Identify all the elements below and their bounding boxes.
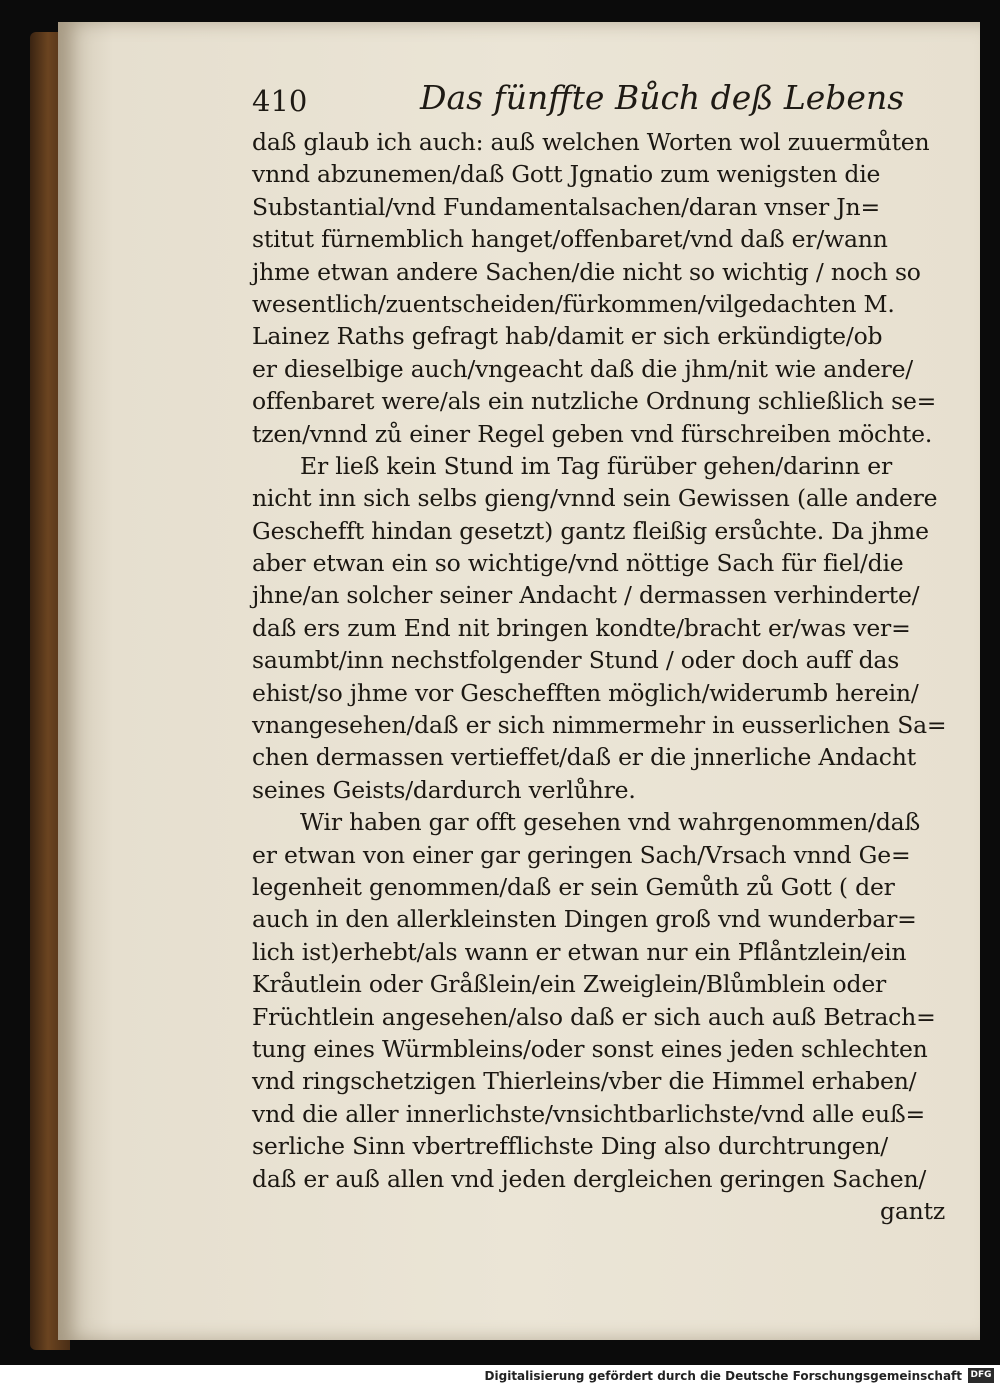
- page-number: 410: [252, 84, 308, 118]
- text-line: daß glaub ich auch: auß welchen Worten wol zuuermůten: [252, 128, 930, 156]
- text-line: Früchtlein angesehen/also daß er sich auch auß Betrach=: [252, 1002, 936, 1031]
- text-line: Geschefft hindan gesetzt) gantz fleißig ersůchte. Da jhme: [252, 516, 929, 545]
- footer-bar: [0, 1365, 1000, 1387]
- text-line: aber etwan ein so wichtige/vnd nöttige Sach für fiel/die: [252, 549, 904, 578]
- text-line: Substantial/vnd Fundamentalsachen/daran vnser Jn=: [252, 192, 880, 221]
- text-line: chen dermassen vertieffet/daß er die jnnerliche Andacht: [252, 743, 916, 772]
- text-line: vnd die aller innerlichste/vnsichtbarlichste/vnd alle euß=: [252, 1099, 925, 1128]
- text-line: jhme etwan andere Sachen/die nicht so wichtig / noch so: [252, 257, 921, 286]
- running-head: Das fünffte Bůch deß Lebens: [420, 78, 905, 117]
- text-line: jhne/an solcher seiner Andacht / dermassen verhinderte/: [252, 581, 920, 610]
- text-line: tzen/vnnd zů einer Regel geben vnd fürschreiben möchte.: [252, 419, 933, 448]
- text-line: er etwan von einer gar geringen Sach/Vrsach vnnd Ge=: [252, 840, 911, 869]
- dfg-credit: Digitalisierung gefördert durch die Deutsche Forschungsgemeinschaft: [484, 1369, 962, 1383]
- text-line: vnangesehen/daß er sich nimmermehr in eusserlichen Sa=: [252, 711, 947, 740]
- dfg-logo: DFG: [968, 1368, 994, 1383]
- text-line: ehist/so jhme vor Geschefften möglich/widerumb herein/: [252, 678, 919, 707]
- text-line: nicht inn sich selbs gieng/vnnd sein Gewissen (alle andere: [252, 484, 938, 513]
- text-line: tung eines Würmbleins/oder sonst eines jeden schlechten: [252, 1034, 928, 1063]
- text-line: wesentlich/zuentscheiden/fürkommen/vilgedachten M.: [252, 289, 895, 318]
- text-line: daß er auß allen vnd jeden dergleichen geringen Sachen/: [252, 1164, 927, 1193]
- paragraph-start-line: Er ließ kein Stund im Tag fürüber gehen/darinn er: [300, 451, 892, 480]
- text-line: saumbt/inn nechstfolgender Stund / oder doch auff das: [252, 646, 900, 675]
- text-line: serliche Sinn vbertrefflichste Ding also durchtrungen/: [252, 1132, 888, 1161]
- text-line: stitut fürnemblich hanget/offenbaret/vnd daß er/wann: [252, 225, 888, 254]
- page-header: [252, 78, 952, 124]
- text-line: vnd ringschetzigen Thierleins/vber die Himmel erhaben/: [252, 1067, 917, 1096]
- text-line: vnnd abzunemen/daß Gott Jgnatio zum wenigsten die: [252, 160, 881, 189]
- text-line: seines Geists/dardurch verlůhre.: [252, 775, 636, 804]
- text-line: auch in den allerkleinsten Dingen groß vnd wunderbar=: [252, 905, 917, 934]
- text-line: lich ist)erhebt/als wann er etwan nur ein Pflåntzlein/ein: [252, 937, 907, 966]
- catchword: gantz: [879, 1196, 945, 1225]
- text-block: [252, 126, 957, 1227]
- text-line: legenheit genommen/daß er sein Gemůth zů Gott ( der: [252, 872, 895, 901]
- text-line: er dieselbige auch/vngeacht daß die jhm/nit wie andere/: [252, 354, 913, 383]
- text-line: Kråutlein oder Gråßlein/ein Zweiglein/Blůmblein oder: [252, 970, 887, 999]
- text-line: Lainez Raths gefragt hab/damit er sich erkündigte/ob: [252, 322, 883, 351]
- text-line: offenbaret were/als ein nutzliche Ordnung schließlich se=: [252, 387, 937, 416]
- text-line: daß ers zum End nit bringen kondte/bracht er/was ver=: [252, 613, 911, 642]
- paragraph-start-line: Wir haben gar offt gesehen vnd wahrgenommen/daß: [300, 808, 920, 837]
